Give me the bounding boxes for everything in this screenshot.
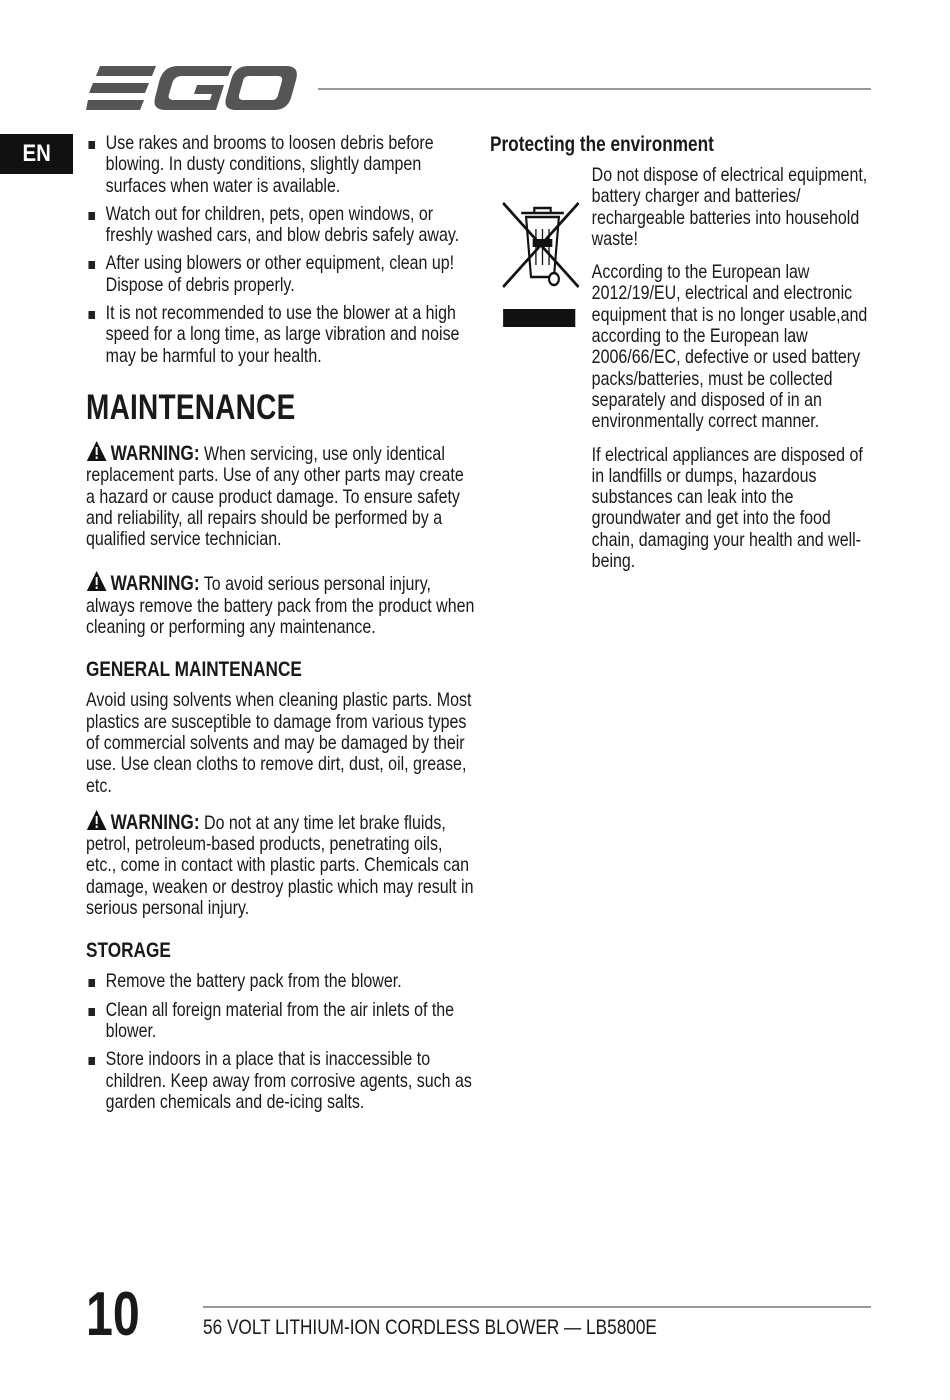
maintenance-body	[86, 440, 546, 1125]
right-column	[490, 133, 950, 584]
warning-servicing: WARNING: When servicing, use only identical replacement parts. Use of any other parts may create a hazard or cause product damage. To ensure safety and reliability, all repairs should be performed by a qualified service technician.	[86, 442, 464, 551]
list-item: It is not recommended to use the blower at a high speed for a long time, as large vibration and noise may be harmful to your health.	[86, 303, 476, 367]
language-tab: EN	[0, 134, 73, 174]
environment-text	[592, 165, 876, 572]
warning-triangle-icon	[86, 440, 107, 462]
crossed-out-wheelie-bin-icon	[498, 199, 570, 289]
environment-paragraph-3: If electrical appliances are disposed of in landfills or dumps, hazardous substances can leak into the groundwater and get into the food chain, damaging your health and well-being.	[591, 443, 863, 573]
bullet-square-icon	[88, 311, 95, 319]
header-rule	[318, 88, 871, 90]
general-maintenance-title: GENERAL MAINTENANCE	[86, 658, 302, 682]
environment-title: Protecting the environment	[490, 133, 714, 156]
warning-triangle-icon	[86, 570, 107, 592]
list-item: Remove the battery pack from the blower.	[86, 971, 476, 992]
environment-paragraph-2: According to the European law 2012/19/EU, electrical and electronic equipment that is no longer usable,and according to the European law 2006/66/EC, defective or used battery packs/batteries, must be collected separately and disposed of in an environmentally correct manner.	[591, 261, 868, 433]
warning-triangle-icon	[86, 809, 107, 831]
bullet-square-icon	[88, 1057, 95, 1065]
list-item: Clean all foreign material from the air inlets of the blower.	[86, 1000, 476, 1043]
list-item: Watch out for children, pets, open windows, or freshly washed cars, and blow debris safely away.	[86, 204, 476, 247]
warning-chemicals: WARNING: Do not at any time let brake fluids, petrol, petroleum-based products, penetrating oils, etc., come in contact with plastic parts. Chemicals can damage, weaken or destroy plastic which may result in serious personal injury.	[86, 810, 474, 920]
storage-list	[86, 971, 476, 1113]
bullet-square-icon	[88, 261, 95, 269]
storage-title: STORAGE	[86, 939, 171, 963]
environment-paragraph-1: Do not dispose of electrical equipment, battery charger and batteries/ rechargeable batteries into household waste!	[591, 164, 868, 250]
list-item: Store indoors in a place that is inaccessible to children. Keep away from corrosive agents, such as garden chemicals and de-icing salts.	[86, 1049, 476, 1113]
footer-rule	[203, 1306, 871, 1308]
blowing-tips-list	[86, 133, 476, 367]
list-item: After using blowers or other equipment, clean up! Dispose of debris properly.	[86, 253, 476, 296]
left-column	[86, 133, 546, 379]
warning-remove-battery: WARNING: To avoid serious personal injury, always remove the battery pack from the product when cleaning or performing any maintenance.	[86, 572, 475, 639]
environment-block	[490, 165, 875, 572]
bullet-square-icon	[88, 979, 95, 987]
ego-logo	[86, 64, 298, 114]
maintenance-title: MAINTENANCE	[86, 388, 296, 427]
page-number: 10	[86, 1280, 140, 1349]
list-item: Use rakes and brooms to loosen debris before blowing. In dusty conditions, slightly dampen surfaces when water is available.	[86, 133, 476, 197]
weee-black-bar	[503, 309, 575, 327]
bullet-square-icon	[88, 141, 95, 149]
bullet-square-icon	[88, 1008, 95, 1016]
footer-product-title: 56 VOLT LITHIUM-ION CORDLESS BLOWER — LB5800E	[203, 1316, 657, 1339]
bullet-square-icon	[88, 212, 95, 220]
general-maintenance-text: Avoid using solvents when cleaning plastic parts. Most plastics are susceptible to damage from various types of commercial solvents and may be damaged by their use. Use clean cloths to remove dirt, dust, oil, grease, etc.	[86, 689, 472, 797]
maintenance-title-wrap	[86, 388, 348, 428]
